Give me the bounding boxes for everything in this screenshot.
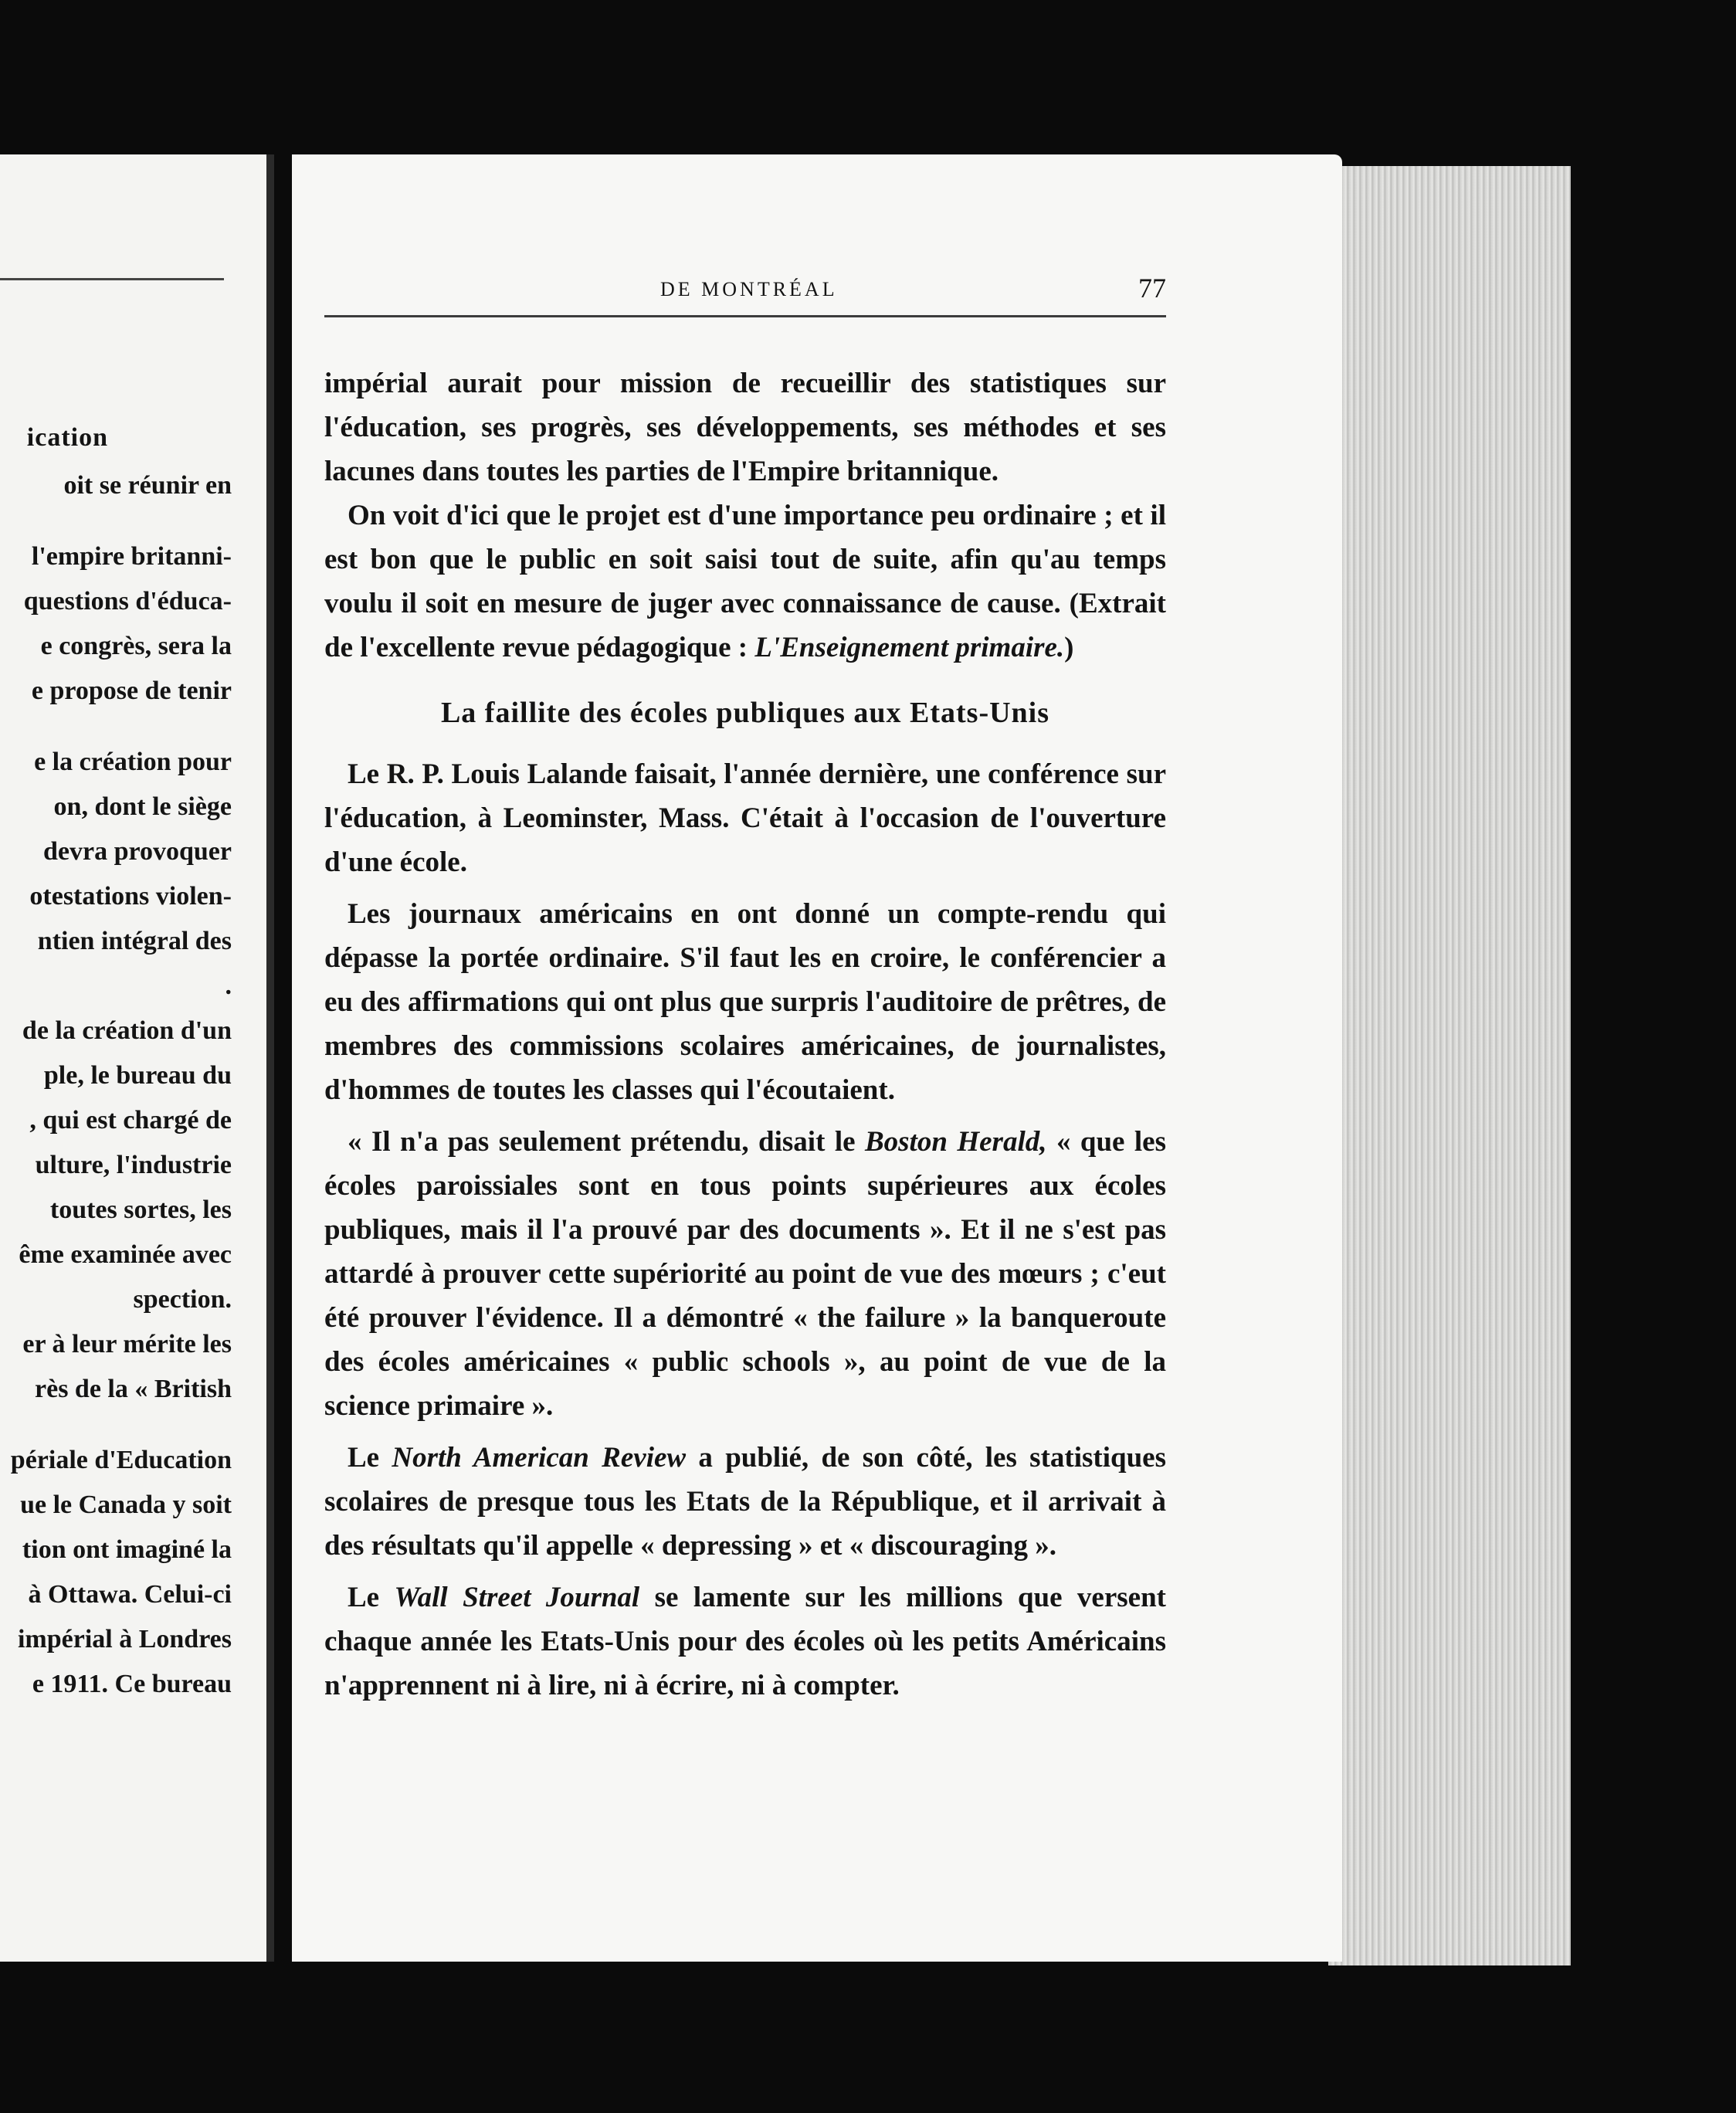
paragraph-2-journal-title: L'Enseignement primaire. [754,632,1065,663]
left-page [0,154,274,1962]
left-page-line: ue le Canada y soit [20,1491,232,1519]
paragraph-2-end: ) [1064,632,1074,663]
paragraph-6-rest: a publié, de son côté, les statistiques scolaires de presque tous les Etats de la République, et il arrivait à des résultats qu'il appelle « depressing » et « discouraging ». [324,1442,1166,1562]
left-page-line: l'empire britanni- [31,542,232,571]
book-page-edges [1328,166,1571,1965]
paragraph-7 [324,1575,1166,1708]
left-page-line: oit se réunir en [63,471,232,500]
page-number: 77 [1138,273,1166,304]
left-page-rule [0,278,224,280]
left-page-line: ple, le bureau du [43,1061,232,1090]
left-page-line [0,1412,232,1438]
paragraph-2 [324,493,1166,670]
left-page-line: , qui est chargé de [29,1106,232,1135]
left-page-line: spection. [133,1285,232,1314]
left-page-line: ntien intégral des [37,927,232,955]
paragraph-7-journal: Wall Street Journal [394,1582,640,1613]
left-page-line [0,508,232,534]
left-page-line [0,714,232,740]
left-page-line: e la création pour [34,748,232,776]
left-page-line: ême examinée avec [19,1240,232,1269]
paragraph-5 [324,1120,1166,1428]
paragraph-6-review: North American Review [392,1442,687,1474]
left-page-line: devra provoquer [43,837,232,866]
paragraph-6-start: Le [348,1442,392,1474]
paragraph-6 [324,1436,1166,1568]
left-page-line: e propose de tenir [31,677,232,705]
paragraph-7-rest: se lamente sur les millions que versent chaque année les Etats-Unis pour des écoles où les petits Américains n'apprennent ni à lire, ni à écrire, ni à compter. [324,1582,1166,1701]
paragraph-2-text: On voit d'ici que le projet est d'une importance peu ordinaire ; et il est bon que le public en soit saisi tout de suite, afin qu'au temps voulu il soit en mesure de juger avec connaissance de cause. (Extrait de l'excellente revue pédagogique : [324,500,1166,663]
left-page-line: e 1911. Ce bureau [32,1670,232,1698]
paragraph-1: impérial aurait pour mission de recueillir des statistiques sur l'éducation, ses progrès, ses développements, ses méthodes et ses lacunes dans toutes les parties de l'Empire britannique. [324,368,1166,487]
left-page-line: toutes sortes, les [49,1196,232,1224]
left-page-text [0,463,232,1707]
left-page-line: tion ont imaginé la [22,1535,232,1564]
left-page-line: impérial à Londres [17,1625,232,1653]
left-page-line: er à leur mérite les [22,1330,232,1358]
paragraph-5-rest: « que les écoles paroissiales sont en tous points supérieures aux écoles publiques, mais il l'a prouvé par des documents ». Et il ne s'est pas attardé à prouver cette supériorité au point de vue des mœurs ; c'eut été prouver l'évidence. Il a démontré « the failure » la banqueroute des écoles américaines « public schools », au point de vue de la science primaire ». [324,1126,1166,1422]
page-body [324,361,1166,1708]
left-page-line: rès de la « British [35,1375,232,1403]
left-page-line: e congrès, sera la [40,632,232,660]
left-page-line: ulture, l'industrie [35,1151,232,1179]
paragraph-5-start: « Il n'a pas seulement prétendu, disait le [348,1126,865,1158]
running-head-title: DE MONTRÉAL [660,278,838,300]
left-page-line: à Ottawa. Celui-ci [28,1580,232,1609]
left-page-line: de la création d'un [22,1016,232,1045]
running-head [324,273,1166,317]
left-page-line: questions d'éduca- [23,587,232,616]
left-page-line: . [225,972,232,1000]
left-page-line: périale d'Education [10,1446,232,1474]
paragraph-4: Les journaux américains en ont donné un compte-rendu qui dépasse la portée ordinaire. S'il faut les en croire, le conférencier a eu des affirmations qui ont plus que surpris l'auditoire de prêtres, de membres des commissions scolaires américaines, de journalistes, d'hommes de toutes les classes qui l'écoutaient. [324,898,1166,1106]
left-page-heading: ication [26,423,108,452]
paragraph-5-newspaper: Boston Herald, [864,1126,1047,1158]
section-heading: La faillite des écoles publiques aux Etats-Unis [440,697,1050,729]
paragraph-7-start: Le [348,1582,395,1613]
paragraph-3: Le R. P. Louis Lalande faisait, l'année dernière, une conférence sur l'éducation, à Leominster, Mass. C'était à l'occasion de l'ouverture d'une école. [324,758,1166,878]
left-page-line: on, dont le siège [53,792,232,821]
left-page-line: otestations violen- [29,882,232,911]
